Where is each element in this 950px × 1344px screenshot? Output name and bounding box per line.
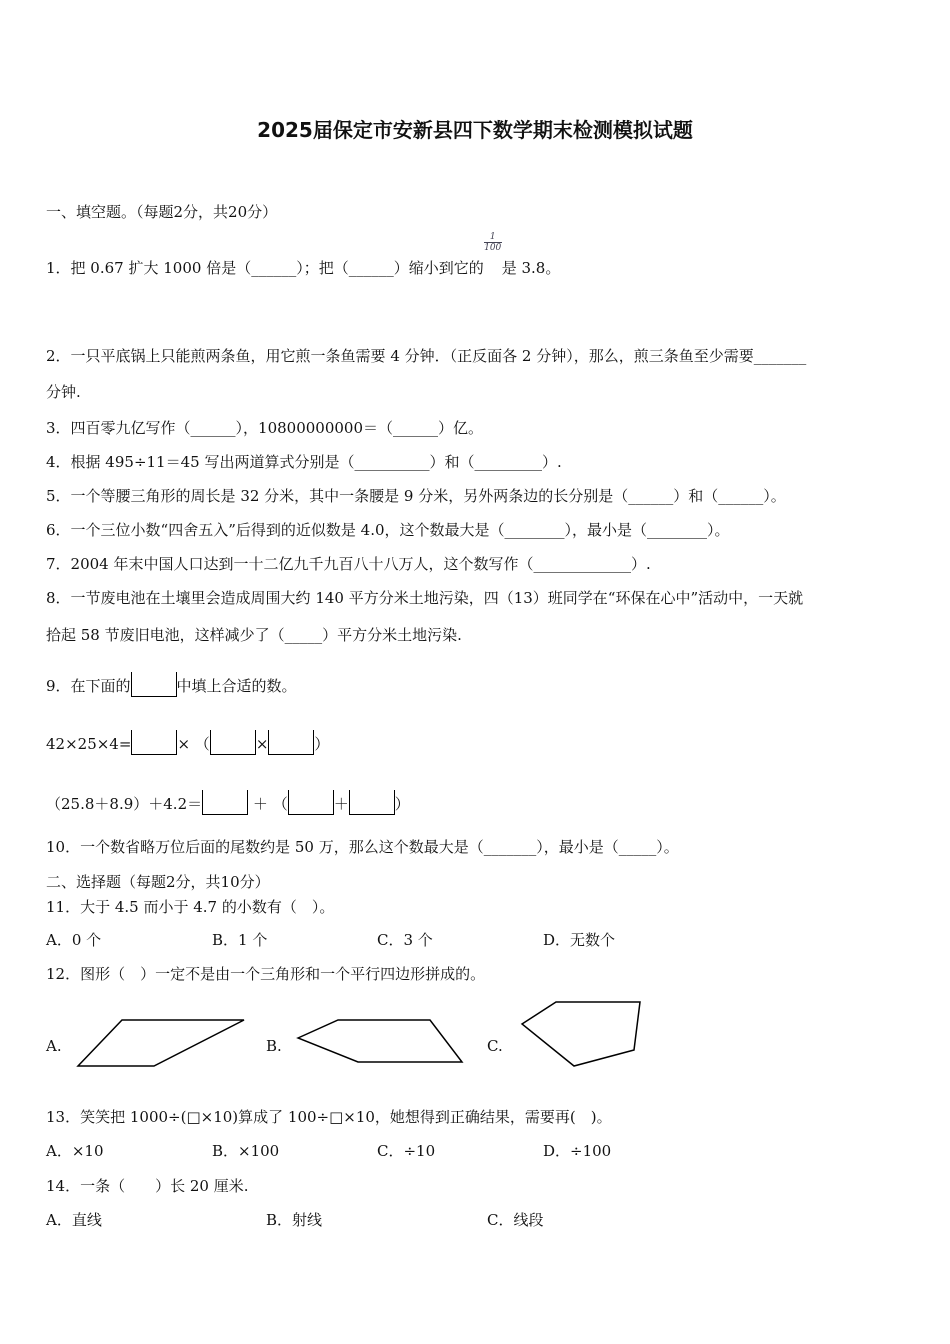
question-9-equation-1: 42×25×4= × （ × ） <box>46 730 329 755</box>
answer-box[interactable] <box>131 672 177 697</box>
question-13: 13．笑笑把 1000÷(□×10)算成了 100÷□×10，她想得到正确结果，需要再( )。 <box>46 1108 612 1126</box>
answer-box[interactable] <box>268 730 314 755</box>
q12-option-b[interactable]: B. <box>266 1037 282 1055</box>
q11-option-d[interactable]: D．无数个 <box>543 931 616 949</box>
question-9 <box>46 672 297 697</box>
q13-option-b[interactable]: B．×100 <box>212 1142 280 1160</box>
question-7: 7．2004 年末中国人口达到一十二亿九千九百八十八万人，这个数写作（_____________）. <box>46 555 651 573</box>
answer-box[interactable] <box>202 790 248 815</box>
q11-option-a[interactable]: A．0 个 <box>46 931 102 949</box>
question-5: 5．一个等腰三角形的周长是 32 分米，其中一条腰是 9 分米，另外两条边的长分别是（______）和（______）。 <box>46 487 786 505</box>
section-fill-blank-heading: 一、填空题。（每题2分，共20分） <box>46 203 278 221</box>
q11-option-c[interactable]: C．3 个 <box>377 931 433 949</box>
question-12: 12．图形（ ）一定不是由一个三角形和一个平行四边形拼成的。 <box>46 965 486 983</box>
q12-option-a[interactable]: A. <box>46 1037 62 1055</box>
question-9-text-b: 中填上合适的数。 <box>176 677 297 695</box>
question-14: 14．一条（ ）长 20 厘米. <box>46 1177 249 1195</box>
question-2-line-1: 2．一只平底锅上只能煎两条鱼，用它煎一条鱼需要 4 分钟．（正反面各 2 分钟），那么，煎三条鱼至少需要_______ <box>46 347 807 365</box>
q13-option-a[interactable]: A．×10 <box>46 1142 104 1160</box>
q13-option-c[interactable]: C．÷10 <box>377 1142 436 1160</box>
question-1-text-b: 是 3.8。 <box>501 259 561 277</box>
answer-box[interactable] <box>210 730 256 755</box>
question-8-line-2: 拾起 58 节废旧电池，这样减少了（_____）平方分米土地污染. <box>46 626 462 644</box>
question-10: 10．一个数省略万位后面的尾数约是 50 万，那么这个数最大是（_______），最小是（_____）。 <box>46 838 679 856</box>
trapezoid-shape <box>294 1016 466 1066</box>
section-choice-heading: 二、选择题（每题2分，共10分） <box>46 873 270 891</box>
q14-option-b[interactable]: B．射线 <box>266 1211 323 1229</box>
q13-option-d[interactable]: D．÷100 <box>543 1142 612 1160</box>
q12-option-c[interactable]: C. <box>487 1037 503 1055</box>
question-11: 11．大于 4.5 而小于 4.7 的小数有（ ）。 <box>46 898 335 916</box>
question-9-text-a: 9．在下面的 <box>46 677 131 695</box>
answer-box[interactable] <box>288 790 334 815</box>
question-9-equation-2: （25.8＋8.9）＋4.2＝ ＋ （ ＋ ） <box>46 790 410 815</box>
question-1 <box>46 232 561 279</box>
question-3: 3．四百零九亿写作（______），10800000000＝（______）亿。 <box>46 419 484 437</box>
q14-option-a[interactable]: A．直线 <box>46 1211 102 1229</box>
question-6: 6．一个三位小数“四舍五入”后得到的近似数是 4.0，这个数最大是（________），最小是（________）。 <box>46 521 730 539</box>
question-4: 4．根据 495÷11＝45 写出两道算式分别是（__________）和（_________）. <box>46 453 562 471</box>
fraction-one-hundredth: $\frac{1}{100}$ <box>484 232 502 253</box>
pentagon-shape <box>518 998 646 1070</box>
question-1-text-a: 1．把 0.67 扩大 1000 倍是（______）；把（______）缩小到它的 <box>46 259 484 277</box>
parallelogram-shape <box>74 1016 250 1070</box>
question-8-line-1: 8．一节废电池在土壤里会造成周围大约 140 平方分米土地污染，四（13）班同学在“环保在心中”活动中，一天就 <box>46 589 804 607</box>
q14-option-c[interactable]: C．线段 <box>487 1211 544 1229</box>
page-title: 2025届保定市安新县四下数学期末检测模拟试题 <box>257 118 693 142</box>
answer-box[interactable] <box>349 790 395 815</box>
answer-box[interactable] <box>131 730 177 755</box>
question-2-line-2: 分钟. <box>46 383 81 401</box>
q11-option-b[interactable]: B．1 个 <box>212 931 268 949</box>
